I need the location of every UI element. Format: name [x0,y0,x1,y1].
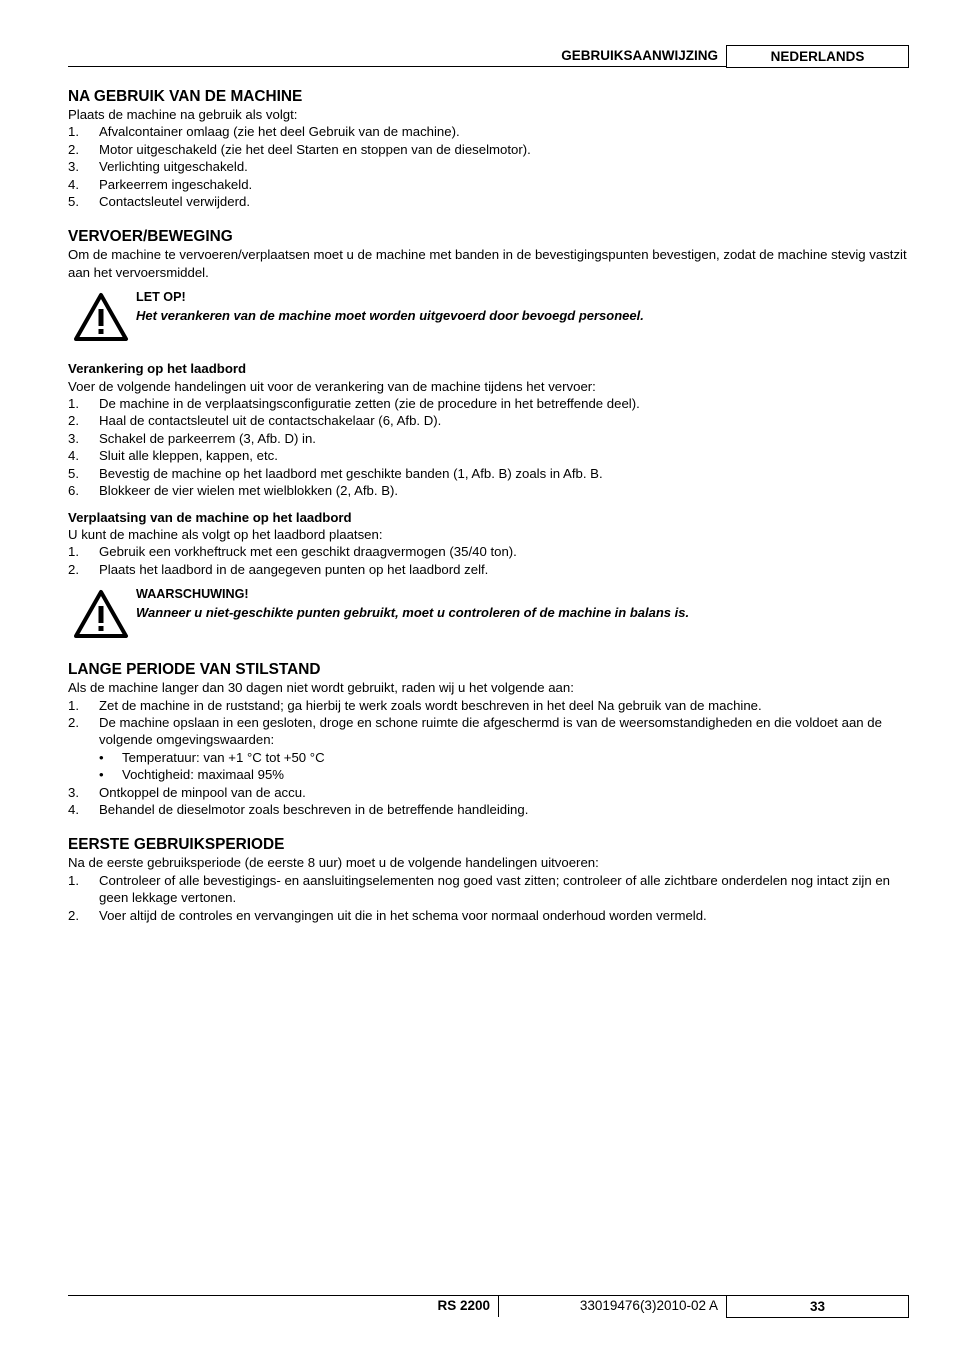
numbered-list [68,872,910,924]
footer-rule [68,1295,726,1296]
list-item: 2. De machine opslaan in een gesloten, droge en schone ruimte die afgeschermd is van de weersomstandigheden en die voldoet aan de volgende omgevingswaarden: [68,714,882,748]
numbered-list [68,123,910,210]
subsection-heading: Verplaatsing van de machine op het laadbord [68,509,352,525]
list-item: 2. Plaats het laadbord in de aangegeven punten op het laadbord zelf. [68,561,489,577]
numbered-list [68,395,910,499]
subsection-heading: Verankering op het laadbord [68,361,247,377]
section-intro: Om de machine te vervoeren/verplaatsen moet u de machine met banden in de bevestigingspunten bevestigen, zodat de machine stevig vastzit aan het vervoersmiddel. [68,247,907,280]
section-heading: LANGE PERIODE VAN STILSTAND [68,661,321,679]
list-item: 5. Bevestig de machine op het laadbord met geschikte banden (1, Afb. B) zoals in Afb. B. [68,465,603,481]
subsection-intro: U kunt de machine als volgt op het laadbord plaatsen: [68,526,383,542]
list-item: 1. Afvalcontainer omlaag (zie het deel Gebruik van de machine). [68,124,460,140]
numbered-list [68,697,910,749]
list-item: 1. De machine in de verplaatsingsconfiguratie zetten (zie de procedure in het betreffende deel). [68,396,640,412]
note-title: LET OP! [136,290,186,305]
footer-doc-code: 33019476(3)2010-02 A [579,1298,718,1313]
numbered-list [68,543,910,578]
list-item: 1. Controleer of alle bevestigings- en aansluitingselementen nog goed vast zitten; controleer of alle zichtbare onderdelen nog intact zijn en geen lekkage vertonen. [68,872,891,906]
list-item: 3. Ontkoppel de minpool van de accu. [68,784,306,800]
footer-model: RS 2200 [437,1298,490,1313]
list-item: 4. Parkeerrem ingeschakeld. [68,176,253,192]
list-item: 2. Voer altijd de controles en vervangingen uit die in het schema voor normaal onderhoud worden vermeld. [68,907,707,923]
section-heading: NA GEBRUIK VAN DE MACHINE [68,88,303,105]
list-item: 3. Verlichting uitgeschakeld. [68,159,248,175]
note-text: Het verankeren van de machine moet worden uitgevoerd door bevoegd personeel. [136,307,644,323]
warning-note [68,586,910,643]
numbered-list [68,784,910,819]
bullet-item: • Vochtigheid: maximaal 95% [99,767,285,783]
subsection-moving [68,509,910,579]
footer-divider [498,1296,499,1317]
section-first-use [68,835,910,924]
list-item: 5. Contactsleutel verwijderd. [68,194,250,210]
caution-note [68,289,910,346]
list-item: 2. Motor uitgeschakeld (zie het deel Starten en stoppen van de dieselmotor). [68,141,531,157]
bullet-item: • Temperatuur: van +1 °C tot +50 °C [99,749,325,765]
note-text: Wanneer u niet-geschikte punten gebruikt, moet u controleren of de machine in balans is. [136,604,690,620]
list-item: 3. Schakel de parkeerrem (3, Afb. D) in. [68,430,316,446]
list-item: 1. Gebruik een vorkheftruck met een geschikt draagvermogen (35/40 ton). [68,544,517,560]
section-heading: VERVOER/BEWEGING [68,228,233,246]
page-content [68,87,910,924]
header-title: GEBRUIKSAANWIJZING [561,48,718,63]
section-storage [68,660,910,818]
warning-triangle-icon [73,292,129,342]
section-heading: EERSTE GEBRUIKSPERIODE [68,836,285,854]
subsection-intro: Voer de volgende handelingen uit voor de verankering van de machine tijdens het vervoer: [68,378,596,394]
section-intro: Na de eerste gebruiksperiode (de eerste 8 uur) moet u de volgende handelingen uitvoeren: [68,855,599,871]
warning-triangle-icon [73,589,129,639]
section-intro: Als de machine langer dan 30 dagen niet wordt gebruikt, raden wij u het volgende aan: [68,680,574,696]
header-language: NEDERLANDS [726,45,909,68]
list-item: 2. Haal de contactsleutel uit de contactschakelaar (6, Afb. D). [68,413,442,429]
list-item: 6. Blokkeer de vier wielen met wielblokken (2, Afb. B). [68,483,399,499]
section-intro: Plaats de machine na gebruik als volgt: [68,107,298,122]
note-title: WAARSCHUWING! [136,587,249,602]
subsection-anchoring [68,360,910,499]
list-item: 4. Sluit alle kleppen, kappen, etc. [68,448,278,464]
bullet-list [68,749,910,784]
list-item: 1. Zet de machine in de ruststand; ga hierbij te werk zoals wordt beschreven in het deel Na gebruik van de machine. [68,697,762,713]
section-after-use [68,87,910,210]
section-transport [68,227,910,643]
header-rule [68,66,726,67]
page-number: 33 [726,1295,909,1318]
list-item: 4. Behandel de dieselmotor zoals beschreven in de betreffende handleiding. [68,801,529,817]
